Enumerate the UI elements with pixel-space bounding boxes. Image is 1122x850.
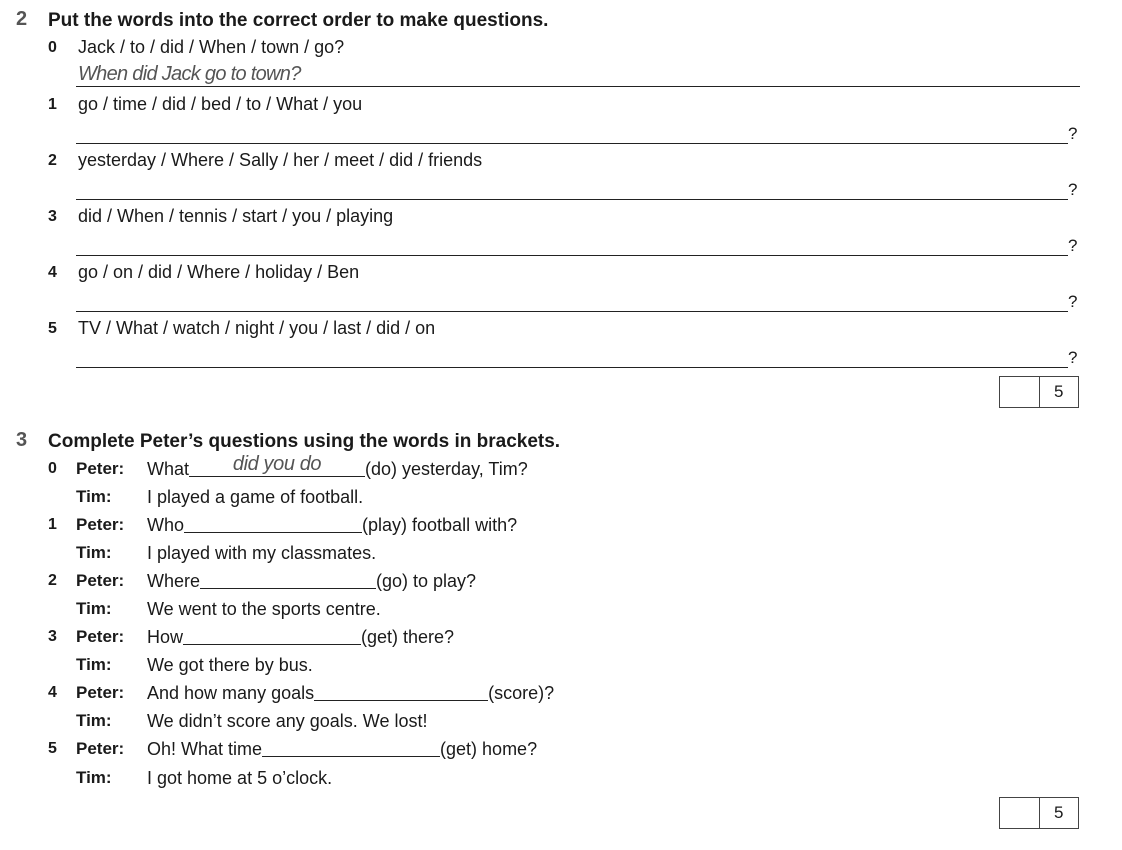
question-end: (do) yesterday, Tim? [365,459,528,479]
speaker-tim: Tim: [76,768,112,787]
score-max: 5 [1054,803,1064,822]
answer-line[interactable] [76,255,1068,256]
tim-reply: We went to the sports centre. [147,599,381,619]
tim-reply: I got home at 5 o’clock. [147,768,333,788]
item-number: 0 [48,39,57,56]
answer-gap[interactable] [184,514,362,533]
peter-question [147,514,517,536]
item-number: 4 [48,684,57,701]
item-number: 2 [48,572,57,589]
example-answer: When did Jack go to town? [78,63,301,85]
speaker-tim: Tim: [76,487,112,506]
example-answer: did you do [232,453,322,475]
question-start: Who [147,515,185,535]
item-number: 5 [48,320,57,337]
tim-reply: I played with my classmates. [147,543,377,563]
question-mark: ? [1068,348,1078,367]
question-mark: ? [1068,180,1078,199]
peter-question [147,682,554,704]
answer-gap[interactable] [262,738,440,757]
word-prompt: did / When / tennis / start / you / playing [78,206,394,226]
answer-line[interactable] [76,143,1068,144]
answer-line[interactable] [76,199,1068,200]
peter-question [147,453,528,480]
tim-reply: We didn’t score any goals. We lost! [147,711,428,731]
exercise-2-title: Put the words into the correct order to make questions. [48,10,549,31]
word-prompt: TV / What / watch / night / you / last / did / on [78,318,436,338]
question-mark: ? [1068,236,1078,255]
speaker-peter: Peter: [76,459,125,478]
question-start: How [147,627,184,647]
word-prompt: Jack / to / did / When / town / go? [78,37,345,57]
score-box [999,797,1079,829]
item-number: 0 [48,460,57,477]
score-entry[interactable] [1000,798,1040,828]
item-number: 1 [48,96,57,113]
question-end: (get) there? [361,627,455,647]
answer-gap[interactable] [314,682,488,701]
exercise-2-number: 2 [16,8,28,30]
speaker-peter: Peter: [76,627,125,646]
score-max: 5 [1054,382,1064,401]
peter-question [147,570,476,592]
word-prompt: go / time / did / bed / to / What / you [78,94,363,114]
question-end: (get) home? [440,739,538,759]
question-mark: ? [1068,292,1078,311]
exercise-3-title: Complete Peter’s questions using the words in brackets. [48,431,561,452]
answer-line [76,86,1080,87]
speaker-peter: Peter: [76,571,125,590]
answer-gap [189,453,365,477]
exercise-3-number: 3 [16,429,28,451]
speaker-peter: Peter: [76,683,125,702]
question-start: And how many goals [147,683,315,703]
answer-line[interactable] [76,311,1068,312]
answer-line[interactable] [76,367,1068,368]
speaker-tim: Tim: [76,655,112,674]
question-start: Oh! What time [147,739,263,759]
word-prompt: go / on / did / Where / holiday / Ben [78,262,360,282]
speaker-peter: Peter: [76,515,125,534]
word-prompt: yesterday / Where / Sally / her / meet / did / friends [78,150,483,170]
question-end: (go) to play? [376,571,477,591]
speaker-tim: Tim: [76,711,112,730]
question-mark: ? [1068,124,1078,143]
item-number: 3 [48,208,57,225]
tim-reply: We got there by bus. [147,655,313,675]
answer-gap[interactable] [183,626,361,645]
question-end: (score)? [488,683,555,703]
peter-question [147,626,454,648]
speaker-tim: Tim: [76,599,112,618]
item-number: 5 [48,740,57,757]
question-end: (play) football with? [362,515,518,535]
question-start: Where [147,571,201,591]
item-number: 2 [48,152,57,169]
item-number: 1 [48,516,57,533]
question-start: What [147,459,190,479]
item-number: 4 [48,264,57,281]
speaker-peter: Peter: [76,739,125,758]
score-entry[interactable] [1000,377,1040,407]
score-box [999,376,1079,408]
answer-gap[interactable] [200,570,376,589]
peter-question [147,738,537,760]
item-number: 3 [48,628,57,645]
tim-reply: I played a game of football. [147,487,364,507]
speaker-tim: Tim: [76,543,112,562]
